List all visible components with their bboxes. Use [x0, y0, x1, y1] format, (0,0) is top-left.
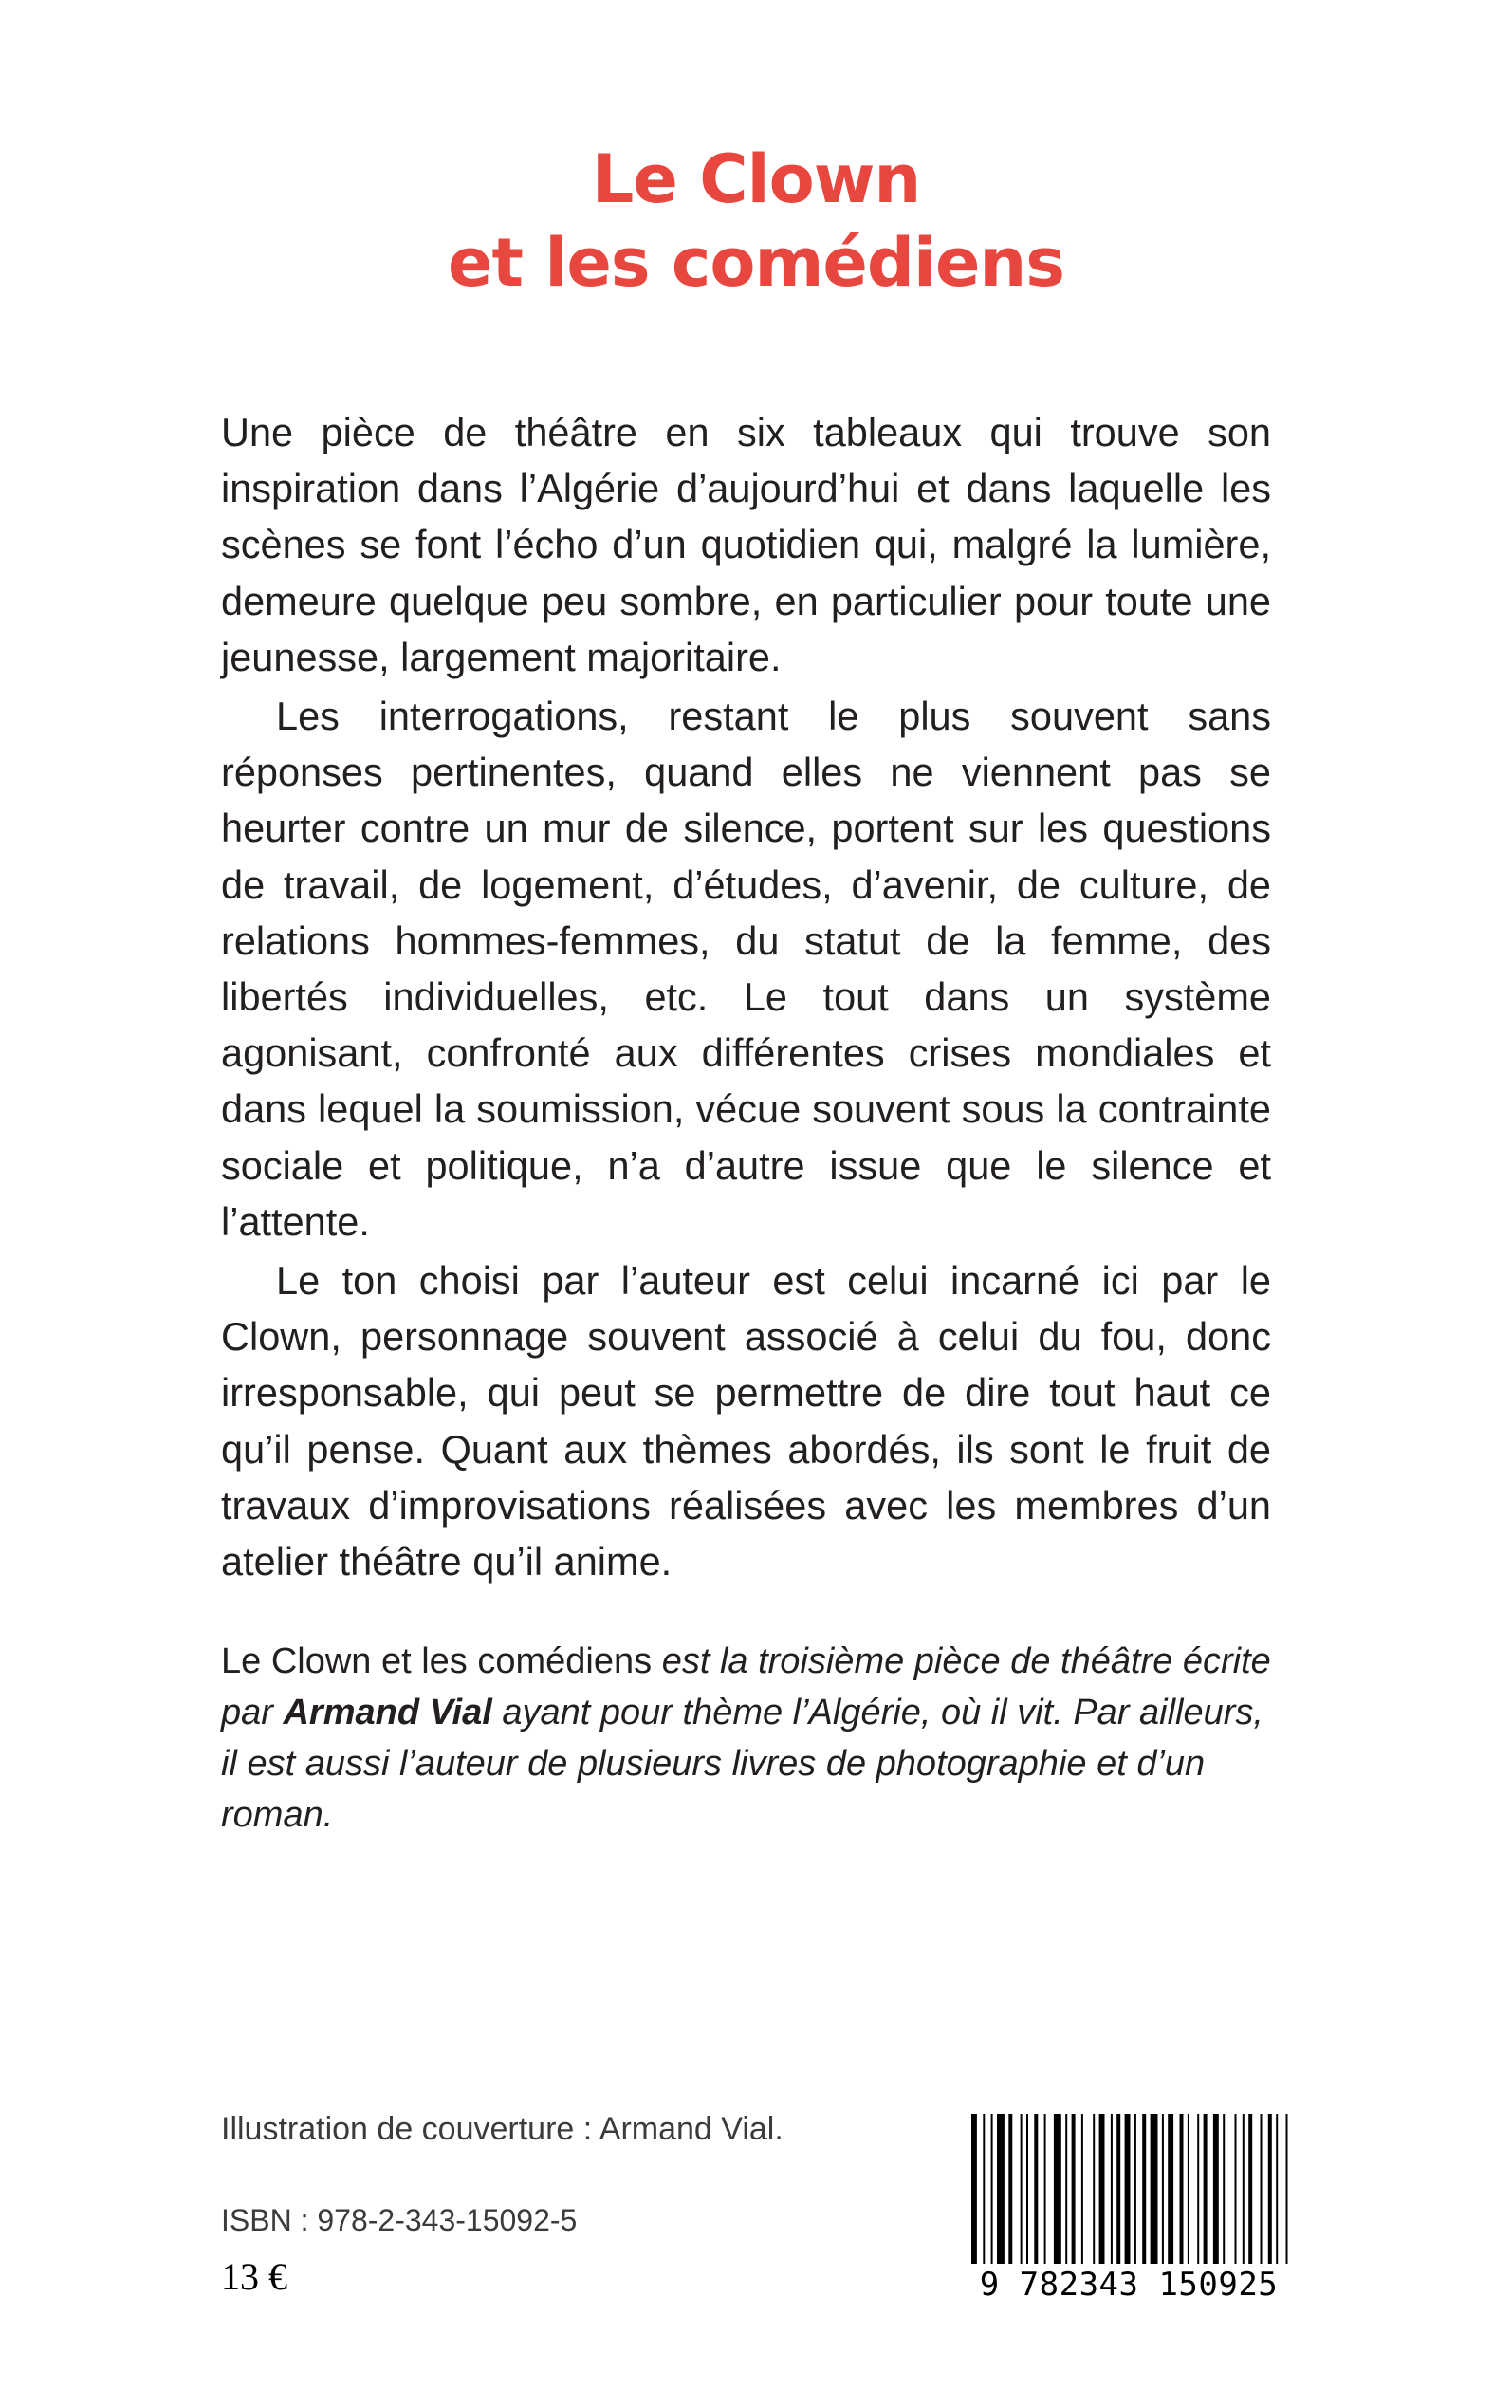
barcode-bar	[1213, 2114, 1219, 2275]
barcode-bar	[1261, 2114, 1263, 2275]
barcode-bar	[1044, 2114, 1046, 2275]
barcode-bars	[968, 2114, 1290, 2275]
summary-text	[221, 404, 1271, 1589]
isbn: ISBN : 978-2-343-15092-5	[221, 2203, 578, 2237]
barcode	[968, 2114, 1290, 2313]
barcode-bar	[1268, 2114, 1272, 2275]
summary-paragraph-2: Les interrogations, restant le plus souvent sans réponses pertinentes, quand elles ne viennent pas se heurter contre un mur de silence, portent sur les questions de travail, de logement, d’études, d’avenir, de culture, de relations hommes-femmes, du statut de la femme, des libertés individuelles, etc. Le tout dans un système agonisant, confronté aux différentes crises mondiales et dans lequel la soumission, vécue souvent sous la contrainte sociale et politique, n’a d’autre issue que le silence et l’attente.	[221, 694, 1271, 1244]
barcode-bar	[971, 2114, 977, 2275]
price: 13 €	[221, 2255, 287, 2298]
author-note-text-1: est la troisième pièce de théâtre écrite par	[221, 1641, 1271, 1732]
barcode-bar	[1099, 2114, 1105, 2275]
barcode-bar	[1065, 2114, 1067, 2275]
barcode-bar	[1162, 2114, 1164, 2275]
barcode-bar	[997, 2114, 1005, 2275]
barcode-bar	[983, 2114, 985, 2275]
barcode-bar	[1223, 2114, 1225, 2275]
barcode-bar	[1111, 2114, 1113, 2275]
author-note	[221, 1636, 1271, 1841]
book-title	[0, 138, 1512, 305]
barcode-bar	[1243, 2114, 1245, 2275]
barcode-bar	[1286, 2114, 1288, 2275]
barcode-bar	[1026, 2114, 1028, 2275]
barcode-bar	[1235, 2114, 1237, 2275]
barcode-bar	[1081, 2114, 1083, 2275]
barcode-bar	[991, 2114, 993, 2275]
barcode-bar	[1180, 2114, 1184, 2275]
barcode-bar	[1008, 2114, 1012, 2275]
barcode-bar	[1125, 2114, 1131, 2275]
barcode-bar	[1021, 2114, 1023, 2275]
author-note-book-title: Le Clown et les comédiens	[221, 1641, 653, 1681]
barcode-bar	[1142, 2114, 1146, 2275]
barcode-bar	[1168, 2114, 1173, 2275]
barcode-bar	[1093, 2114, 1095, 2275]
summary-paragraph-3: Le ton choisi par l’auteur est celui incarné ici par le Clown, personnage souvent associé à celui du fou, donc irresponsable, qui peut se permettre de dire tout haut ce qu’il pense. Quant aux thèmes abordés, ils sont le fruit de travaux d’improvisations réalisées avec les membres d’un atelier théâtre qu’il anime.	[221, 1258, 1271, 1584]
barcode-bar	[1204, 2114, 1208, 2275]
summary-paragraph-1: Une pièce de théâtre en six tableaux qui trouve son inspiration dans l’Algérie d’aujourd’hui et dans laquelle les scènes se font l’écho d’un quotidien qui, malgré la lumière, demeure quelque peu sombre, en particulier pour toute une jeunesse, largement majoritaire.	[221, 410, 1271, 679]
barcode-bar	[1197, 2114, 1199, 2275]
barcode-bar	[1054, 2114, 1061, 2275]
author-note-text-2: ayant pour thème l’Algérie, où il vit. Par ailleurs, il est aussi l’auteur de plusieurs livres de photographie et d’un roman.	[221, 1693, 1263, 1835]
illustration-credit: Illustration de couverture : Armand Vial.	[221, 2111, 784, 2147]
barcode-bar	[1134, 2114, 1136, 2275]
barcode-bar	[1072, 2114, 1076, 2275]
title-line-1: Le Clown	[591, 140, 921, 218]
title-line-2: et les comédiens	[448, 224, 1064, 302]
barcode-bar	[1188, 2114, 1189, 2275]
barcode-digits: 9 782343 150925	[968, 2264, 1290, 2306]
barcode-bar	[1034, 2114, 1038, 2275]
barcode-bar	[1248, 2114, 1252, 2275]
author-name: Armand Vial	[283, 1693, 492, 1732]
barcode-bar	[1276, 2114, 1278, 2275]
barcode-bar	[1151, 2114, 1158, 2275]
barcode-bar	[1116, 2114, 1120, 2275]
